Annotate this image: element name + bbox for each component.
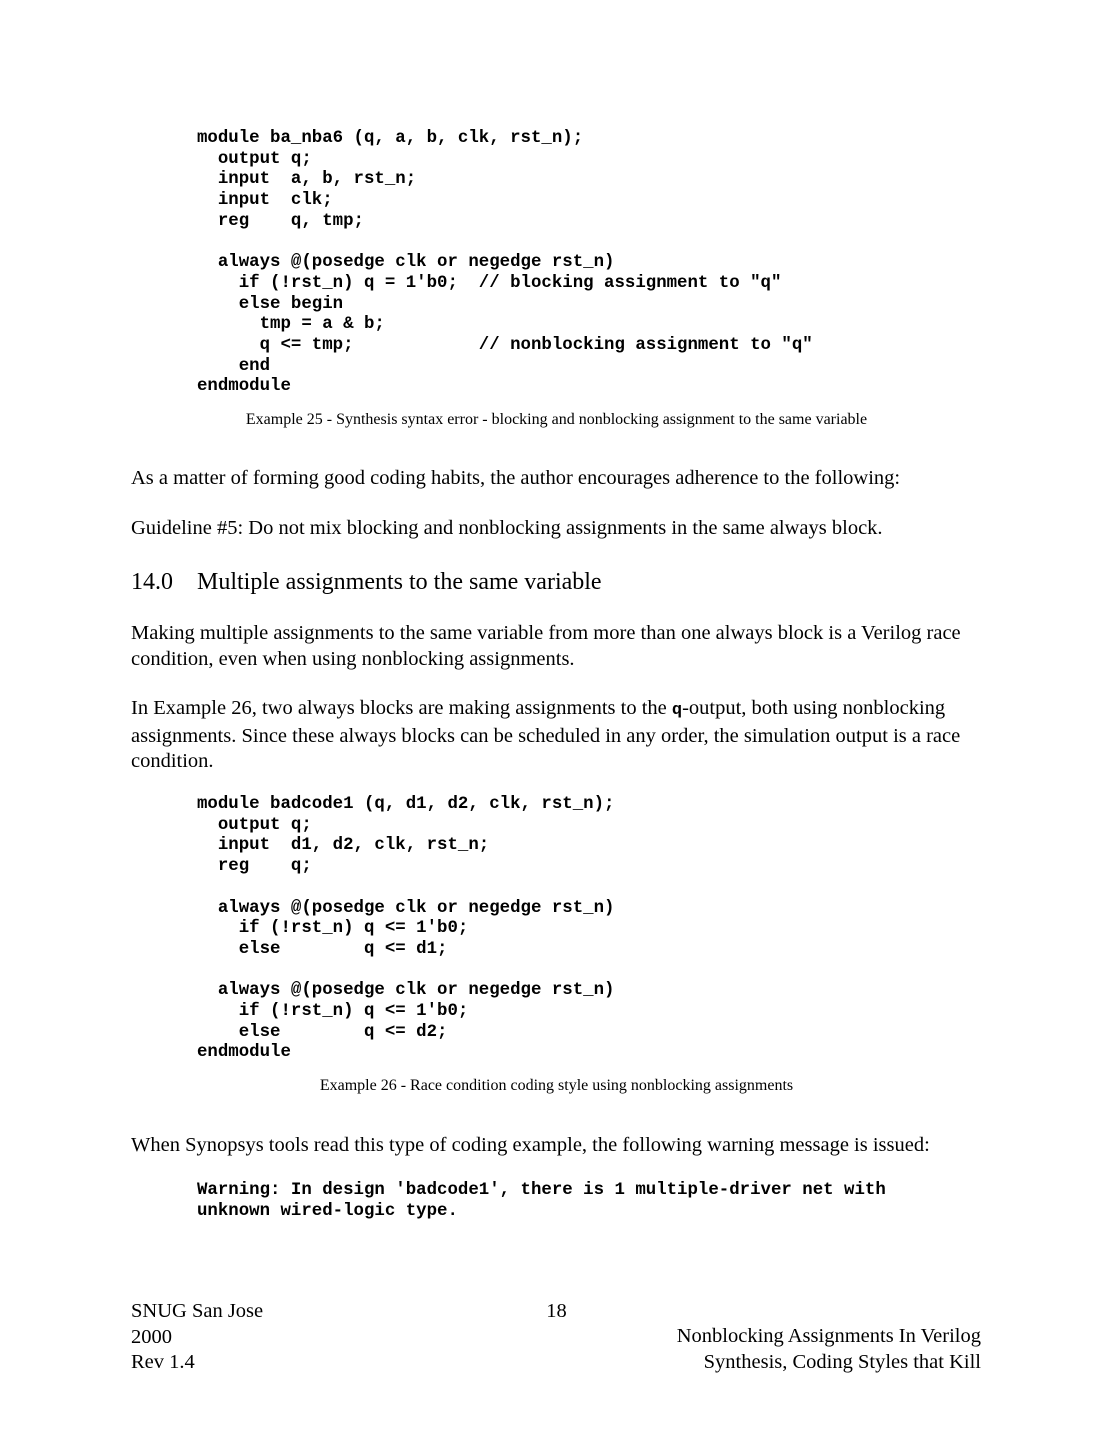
footer-year: 2000: [131, 1325, 172, 1348]
inline-code-q: q: [671, 701, 683, 720]
footer-revision: Rev 1.4: [131, 1351, 195, 1373]
section-heading-14: [131, 567, 602, 597]
footer-title-line-1: Nonblocking Assignments In Verilog: [676, 1325, 981, 1347]
page-number: 18: [546, 1300, 567, 1322]
footer-title-line-2: Synthesis, Coding Styles that Kill: [703, 1350, 981, 1373]
race-condition-paragraph: Making multiple assignments to the same variable from more than one always block is a Verilog race condition, even when using nonblocking assignments.: [131, 622, 961, 670]
code-example-25: module ba_nba6 (q, a, b, clk, rst_n); output q; input a, b, rst_n; input clk; reg q, tmp; always @(posedge clk or negedge rst_n) if (!rst_n) q = 1'b0; // blocking assignment to "q" else begin tmp = a & b; q <= tmp; // nonblocking assignment to "q" end endmodule: [197, 129, 813, 397]
intro-paragraph: As a matter of forming good coding habits, the author encourages adherence to the following:: [131, 467, 901, 489]
footer-conference: SNUG San Jose: [131, 1300, 264, 1322]
guideline-5: Guideline #5: Do not mix blocking and nonblocking assignments in the same always block.: [131, 517, 883, 539]
synopsys-paragraph: When Synopsys tools read this type of coding example, the following warning message is issued:: [131, 1134, 930, 1156]
section-number: 14.0: [131, 569, 173, 595]
warning-message: Warning: In design 'badcode1', there is 1 multiple-driver net with unknown wired-logic type.: [197, 1181, 886, 1221]
example-25-caption: Example 25 - Synthesis syntax error - blocking and nonblocking assignment to the same variable: [245, 411, 868, 428]
code-example-26: module badcode1 (q, d1, d2, clk, rst_n); output q; input d1, d2, clk, rst_n; reg q; always @(posedge clk or negedge rst_n) if (!rst_n) q <= 1'b0; else q <= d1; always @(posedge clk or negedge rst_n) if (!rst_n) q <= 1'b0; else q <= d2; endmodule: [197, 795, 615, 1063]
example-26-intro-paragraph: [131, 696, 991, 775]
example-26-caption: Example 26 - Race condition coding style using nonblocking assignments: [319, 1077, 794, 1094]
footer-right: [677, 1324, 981, 1375]
section-title: Multiple assignments to the same variable: [197, 569, 602, 595]
para-text-after: -output, both using nonblocking assignments. Since these always blocks can be scheduled in any order, the simulation output is a race condition.: [131, 697, 961, 772]
para-text-before: In Example 26, two always blocks are making assignments to the: [131, 697, 672, 719]
